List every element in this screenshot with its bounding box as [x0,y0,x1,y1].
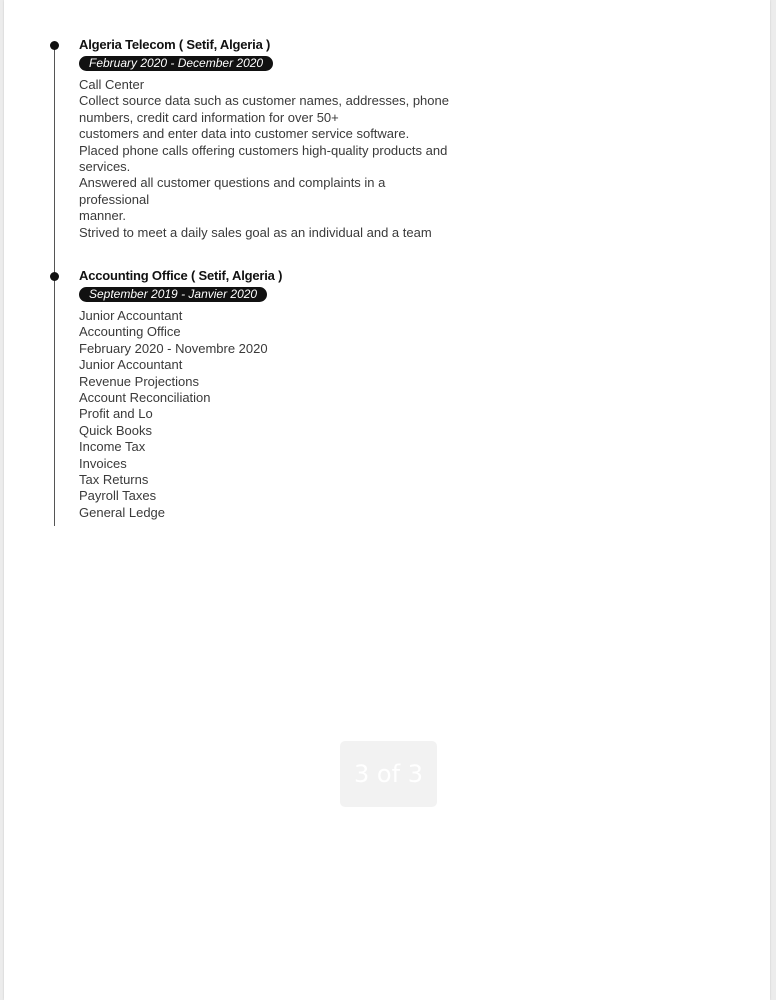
description-line: Collect source data such as customer names, addresses, phone [79,93,449,109]
description-line: Profit and Lo [79,406,153,422]
description-line: professional [79,191,150,207]
company-name: Algeria Telecom ( Setif, Algeria ) [79,37,271,52]
description-line: Junior Accountant [79,357,183,373]
experience-entry [79,268,499,521]
description-line: Revenue Projections [79,373,199,389]
date-range-badge: February 2020 - December 2020 [79,56,273,71]
date-range-badge: September 2019 - Janvier 2020 [79,287,267,302]
timeline-dot [50,272,59,281]
description-line: February 2020 - Novembre 2020 [79,340,268,356]
description-line: Junior Accountant [79,308,183,323]
description-line: Tax Returns [79,472,149,488]
company-name: Accounting Office ( Setif, Algeria ) [79,268,283,283]
description-line: Account Reconciliation [79,390,211,406]
description-line: numbers, credit card information for over 50+ [79,109,339,125]
timeline-line [54,44,55,526]
description-line: customers and enter data into customer service software. [79,126,410,142]
timeline-dot [50,41,59,50]
description-line: Payroll Taxes [79,488,157,504]
description-line: Answered all customer questions and complaints in a [79,175,386,191]
description-line: Placed phone calls offering customers high-quality products and [79,142,448,158]
description-line: manner. [79,208,126,224]
description-line: General Ledge [79,504,166,520]
entry-description [79,77,499,241]
description-line: Invoices [79,455,127,471]
document-page [4,0,770,1000]
entry-description [79,308,499,521]
description-line: services. [79,159,131,175]
description-line: Strived to meet a daily sales goal as an individual and a team [79,224,432,240]
description-line: Call Center [79,77,145,92]
description-line: Income Tax [79,439,146,455]
description-line: Quick Books [79,422,152,438]
experience-entry [79,37,499,241]
page-indicator: 3 of 3 [340,741,437,807]
description-line: Accounting Office [79,324,181,340]
